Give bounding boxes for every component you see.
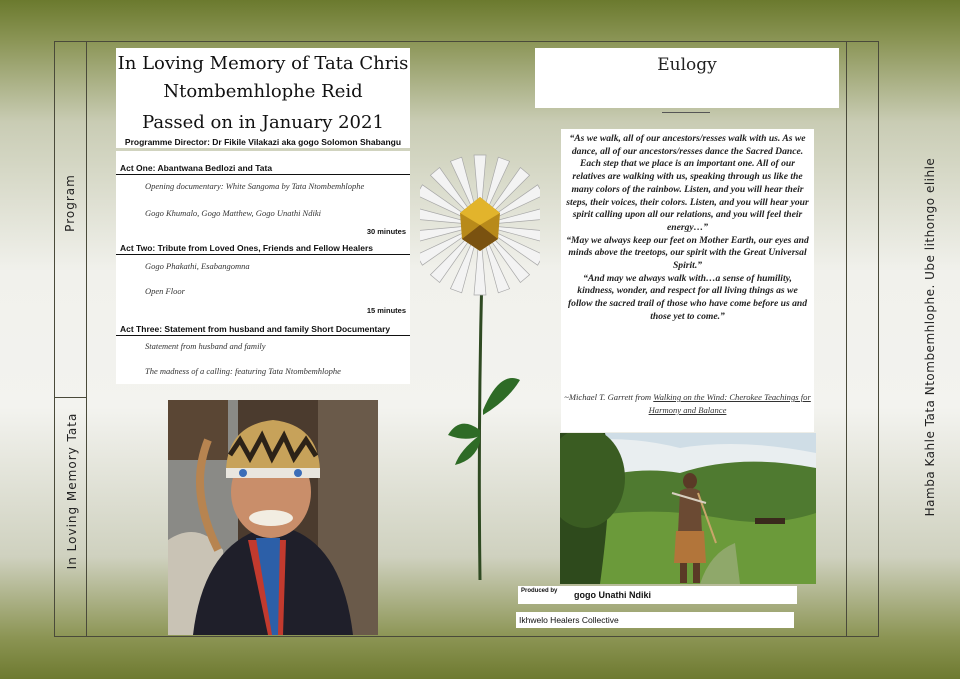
act-two-item-1: Gogo Phakathi, Esabangomna [145, 261, 250, 271]
programme-list [116, 151, 410, 384]
producer-name: gogo Unathi Ndiki [574, 590, 651, 600]
title-line-2: Ntombemhlophe Reid [163, 81, 363, 102]
attribution-book-link[interactable]: Walking on the Wind: Cherokee Teachings for Harmony and Balance [648, 392, 811, 415]
title-line-3: Passed on in January 2021 [142, 112, 384, 133]
eulogy-divider [662, 112, 710, 113]
right-margin-divider [846, 41, 847, 637]
memorial-title-box [116, 48, 410, 148]
daisy-illustration [420, 130, 540, 590]
act-one-duration: 30 minutes [366, 227, 406, 236]
poem-paragraph-2: “May we always keep our feet on Mother Earth, our eyes and minds above the treetops, our spirit with the Great Universal Spirit.” [566, 234, 809, 272]
side-label-memory: In Loving Memory Tata [65, 412, 79, 570]
poem-paragraph-1: “As we walk, all of our ancestors/resses walk with us. As we dance, all of our ancestors/resses dance the Sacred Dance. Each step that we place is an important one. All of our relatives are walking with us, speaking through us like the many colors of the rainbow. Listen, and you will hear their steps, their voices, their colors. Listen, and you will hear your spirit calling upon all our relations, and you will feel their energy…” [566, 133, 809, 233]
eulogy-title: Eulogy [657, 55, 717, 75]
act-one-item-2: Gogo Khumalo, Gogo Matthew, Gogo Unathi Ndiki [145, 208, 321, 218]
attribution-author: ~Michael T. Garrett from [564, 392, 654, 402]
act-three-heading: Act Three: Statement from husband and family Short Documentary [116, 323, 410, 336]
produced-by-label: Produced by [521, 588, 558, 594]
eulogy-poem-box [561, 129, 814, 432]
programme-director: Programme Director: Dr Fikile Vilakazi aka gogo Solomon Shabangu [124, 137, 402, 147]
side-label-farewell: Hamba Kahle Tata Ntombemhlophe. Ube lithongo elihle [923, 157, 937, 517]
act-two-item-2: Open Floor [145, 286, 185, 296]
act-one-heading: Act One: Abantwana Bedlozi and Tata [116, 162, 410, 175]
side-label-program: Program [63, 174, 77, 232]
landscape-photo [560, 433, 816, 584]
act-one-item-1: Opening documentary: White Sangoma by Tata Ntombemhlophe [145, 181, 365, 191]
poem-attribution [561, 391, 814, 417]
left-margin-divider [86, 41, 87, 637]
portrait-photo [168, 400, 378, 635]
collective-credit [516, 612, 794, 628]
act-two-duration: 15 minutes [366, 306, 406, 315]
producer-credit [518, 586, 797, 604]
collective-name: Ikhwelo Healers Collective [519, 615, 619, 625]
act-three-item-2: The madness of a calling: featuring Tata Ntombemhlophe [145, 366, 341, 376]
eulogy-title-box [535, 48, 839, 108]
title-line-1: In Loving Memory of Tata Chris [117, 53, 409, 74]
poem-paragraph-3: “And may we always walk with…a sense of humility, kindness, wonder, and respect for all living things as we follow the sacred trail of those who have come before us and those yet to come.” [567, 272, 808, 322]
act-two-heading: Act Two: Tribute from Loved Ones, Friends and Fellow Healers [116, 242, 410, 255]
act-three-item-1: Statement from husband and family [145, 341, 266, 351]
